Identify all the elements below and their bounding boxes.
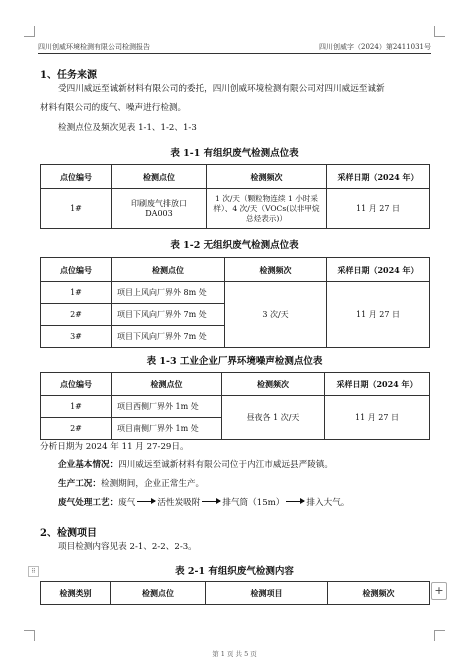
company-info-label: 企业基本情况： — [58, 460, 119, 470]
frequency: 3 次/天 — [225, 282, 327, 348]
process-step: 废气 — [118, 498, 136, 508]
frequency: 昼夜各 1 次/天 — [222, 396, 325, 440]
points-reference: 检测点位及频次见表 1-1、1-2、1-3 — [58, 123, 197, 133]
point-id: 2# — [41, 418, 112, 440]
arrow-right-icon — [286, 501, 304, 502]
process-label: 废气处理工艺： — [58, 498, 119, 508]
table-1-2 — [40, 257, 430, 348]
col-header: 检测点位 — [112, 165, 207, 189]
table-move-handle-icon[interactable]: ⠿ — [28, 566, 39, 577]
col-header: 点位编号 — [41, 373, 112, 396]
process-step: 排入大气。 — [306, 498, 350, 508]
process-step: 活性炭吸附 — [157, 498, 201, 508]
company-info — [58, 458, 333, 473]
table-row — [41, 396, 430, 418]
point-id: 3# — [41, 326, 112, 348]
analysis-date: 分析日期为 2024 年 11 月 27-29日。 — [40, 442, 189, 452]
table-row — [41, 282, 430, 304]
page-header — [38, 41, 431, 54]
table-1-3-caption: 表 1-3 工业企业厂界环境噪声检测点位表 — [146, 356, 323, 367]
col-header: 检测频次 — [225, 258, 327, 282]
process-step: 排气筒（15m） — [222, 498, 285, 508]
point-location: 项目下风向厂界外 7m 处 — [112, 304, 225, 326]
col-header: 检测频次 — [207, 165, 327, 189]
col-header: 检测频次 — [328, 582, 430, 605]
point-id: 2# — [41, 304, 112, 326]
point-id: 1# — [41, 396, 112, 418]
crop-mark-top-right — [434, 26, 445, 37]
table-header-row — [41, 582, 430, 605]
arrow-right-icon — [137, 501, 155, 502]
point-location: 项目下风向厂界外 7m 处 — [112, 326, 225, 348]
frequency: 1 次/天（颗粒物连续 1 小时采 样）、4 次/天（VOCs(以非甲烷 总烃表示)） — [207, 189, 327, 229]
col-header: 检测频次 — [222, 373, 325, 396]
col-header: 检测点位 — [112, 373, 222, 396]
crop-mark-top-left — [24, 26, 35, 37]
point-location: 项目西侧厂界外 1m 处 — [112, 396, 222, 418]
col-header: 点位编号 — [41, 258, 112, 282]
point-location: 项目南侧厂界外 1m 处 — [112, 418, 222, 440]
company-info-text: 四川威远至诚新材料有限公司位于内江市威远县严陵镇。 — [118, 460, 334, 470]
col-header: 采样日期（2024 年） — [325, 373, 430, 396]
sampling-date: 11 月 27 日 — [325, 396, 430, 440]
col-header: 采样日期（2024 年） — [327, 165, 430, 189]
add-row-button[interactable]: + — [431, 582, 447, 600]
table-1-1-caption: 表 1-1 有组织废气检测点位表 — [170, 148, 299, 159]
table-header-row — [41, 258, 430, 282]
point-location: 项目上风向厂界外 8m 处 — [112, 282, 225, 304]
table-1-3 — [40, 372, 430, 440]
section-1-title: 1、任务来源 — [40, 70, 97, 81]
table-row — [41, 189, 430, 229]
col-header: 检测点位 — [111, 582, 206, 605]
task-paragraph-line2: 材料有限公司的废气、噪声进行检测。 — [40, 103, 187, 113]
table-header-row — [41, 165, 430, 189]
production-label: 生产工况： — [58, 479, 101, 489]
col-header: 检测类别 — [41, 582, 111, 605]
col-header: 检测点位 — [112, 258, 225, 282]
page-footer: 第 1 页 共 5 页 — [212, 650, 257, 658]
items-reference: 项目检测内容见表 2-1、2-2、2-3。 — [58, 542, 197, 552]
table-2-1 — [40, 581, 430, 605]
sampling-date: 11 月 27 日 — [327, 282, 430, 348]
crop-mark-bottom-left — [24, 630, 35, 641]
header-report-number: 四川创威字（2024）第2411031号 — [319, 43, 431, 51]
col-header: 采样日期（2024 年） — [327, 258, 430, 282]
point-location: 印刷废气排放口 DA003 — [112, 189, 207, 229]
table-1-1 — [40, 164, 430, 229]
col-header: 检测项目 — [206, 582, 328, 605]
point-id: 1# — [41, 189, 112, 229]
production-text: 检测期间，企业正常生产。 — [100, 479, 205, 489]
point-id: 1# — [41, 282, 112, 304]
section-2-title: 2、检测项目 — [40, 528, 97, 539]
crop-mark-bottom-right — [434, 630, 445, 641]
process-flow — [58, 496, 349, 511]
production-condition — [58, 477, 204, 492]
header-company: 四川创威环境检测有限公司检测报告 — [38, 43, 150, 51]
table-header-row — [41, 373, 430, 396]
sampling-date: 11 月 27 日 — [327, 189, 430, 229]
table-2-1-caption: 表 2-1 有组织废气检测内容 — [175, 566, 294, 577]
arrow-right-icon — [202, 501, 220, 502]
table-1-2-caption: 表 1-2 无组织废气检测点位表 — [170, 240, 299, 251]
col-header: 点位编号 — [41, 165, 112, 189]
task-paragraph-line1: 受四川威远至诚新材料有限公司的委托，四川创威环境检测有限公司对四川威远至诚新 — [58, 84, 385, 94]
